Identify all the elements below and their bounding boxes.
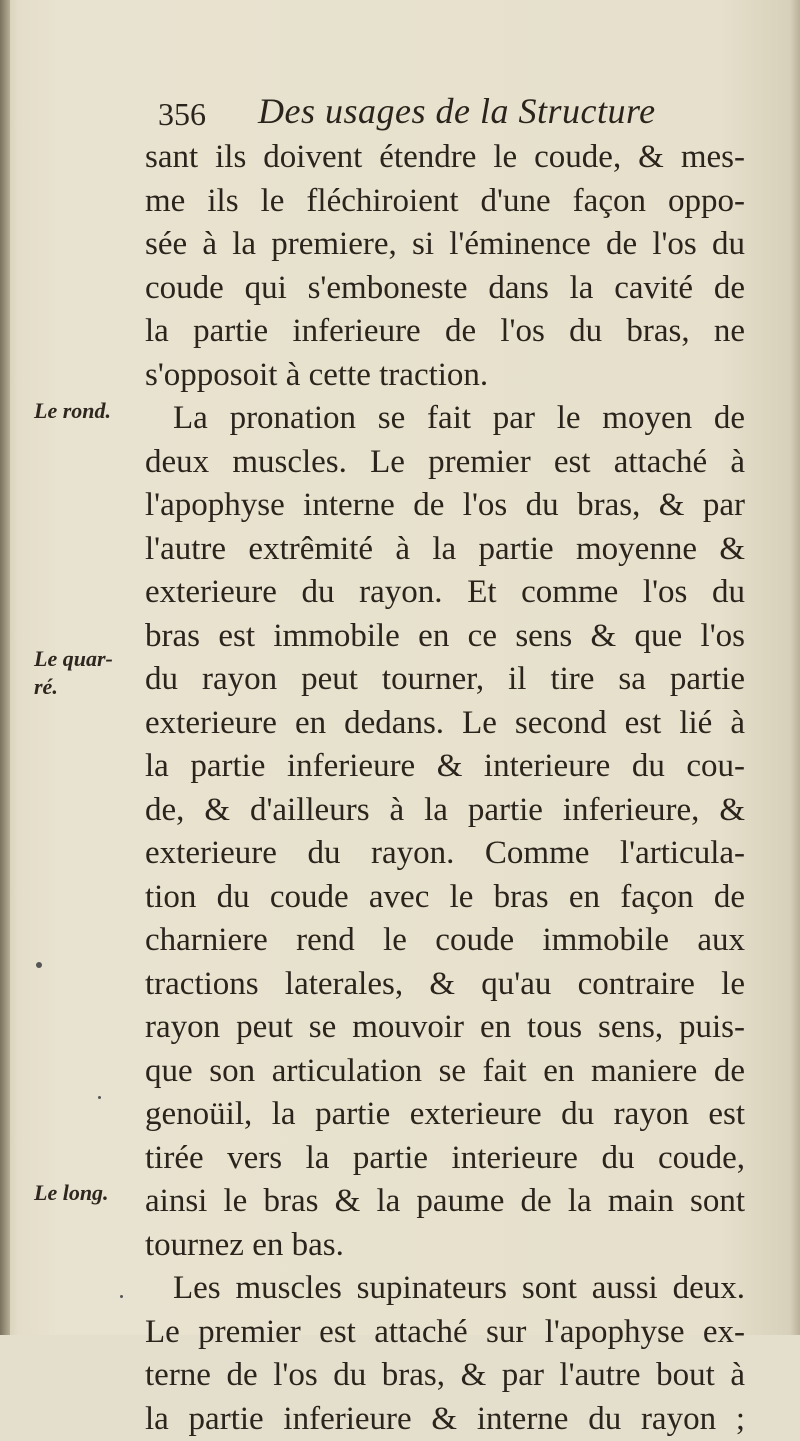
text-line: exterieure en dedans. Le second est lié à — [145, 702, 745, 746]
text-line: charniere rend le coude immobile aux — [145, 919, 745, 963]
text-line: ainsi le bras & la paume de la main sont — [145, 1180, 745, 1224]
text-line: l'autre extrêmité à la partie moyenne & — [145, 528, 745, 572]
text-line: tractions laterales, & qu'au contraire le — [145, 963, 745, 1007]
text-line: l'apophyse interne de l'os du bras, & par — [145, 484, 745, 528]
margin-note-long: Le long. — [34, 1180, 109, 1206]
margin-note-quarre-1: Le quar- — [34, 646, 113, 672]
text-line: terne de l'os du bras, & par l'autre bout à — [145, 1354, 745, 1398]
running-title: Des usages de la Structure — [258, 90, 656, 132]
text-line: La pronation se fait par le moyen de — [145, 397, 745, 441]
text-line: que son articulation se fait en maniere de — [145, 1050, 745, 1094]
body-text — [145, 136, 745, 1441]
text-line: la partie inferieure de l'os du bras, ne — [145, 310, 745, 354]
text-line: la partie inferieure & interne du rayon ; — [145, 1398, 745, 1441]
ink-speck — [120, 1295, 123, 1298]
text-line: coude qui s'emboneste dans la cavité de — [145, 267, 745, 311]
text-line: la partie inferieure & interieure du cou- — [145, 745, 745, 789]
margin-note-rond: Le rond. — [34, 398, 111, 424]
text-line: s'opposoit à cette traction. — [145, 354, 745, 398]
text-line: Le premier est attaché sur l'apophyse ex- — [145, 1311, 745, 1355]
text-line: de, & d'ailleurs à la partie inferieure, & — [145, 789, 745, 833]
text-line: genoüil, la partie exterieure du rayon est — [145, 1093, 745, 1137]
page-number: 356 — [158, 96, 206, 133]
text-line: Les muscles supinateurs sont aussi deux. — [145, 1267, 745, 1311]
text-line: tournez en bas. — [145, 1224, 745, 1268]
page-header — [158, 90, 718, 140]
text-line: sant ils doivent étendre le coude, & mes- — [145, 136, 745, 180]
text-line: du rayon peut tourner, il tire sa partie — [145, 658, 745, 702]
text-line: exterieure du rayon. Comme l'articula- — [145, 832, 745, 876]
text-line: deux muscles. Le premier est attaché à — [145, 441, 745, 485]
page-gutter — [0, 0, 10, 1335]
text-line: rayon peut se mouvoir en tous sens, puis- — [145, 1006, 745, 1050]
text-line: sée à la premiere, si l'éminence de l'os du — [145, 223, 745, 267]
ink-speck — [98, 1096, 101, 1099]
text-line: me ils le fléchiroient d'une façon oppo- — [145, 180, 745, 224]
text-line: tirée vers la partie interieure du coude, — [145, 1137, 745, 1181]
text-line: bras est immobile en ce sens & que l'os — [145, 615, 745, 659]
ink-speck — [36, 962, 42, 968]
text-line: tion du coude avec le bras en façon de — [145, 876, 745, 920]
margin-note-quarre-2: ré. — [34, 674, 58, 700]
text-line: exterieure du rayon. Et comme l'os du — [145, 571, 745, 615]
